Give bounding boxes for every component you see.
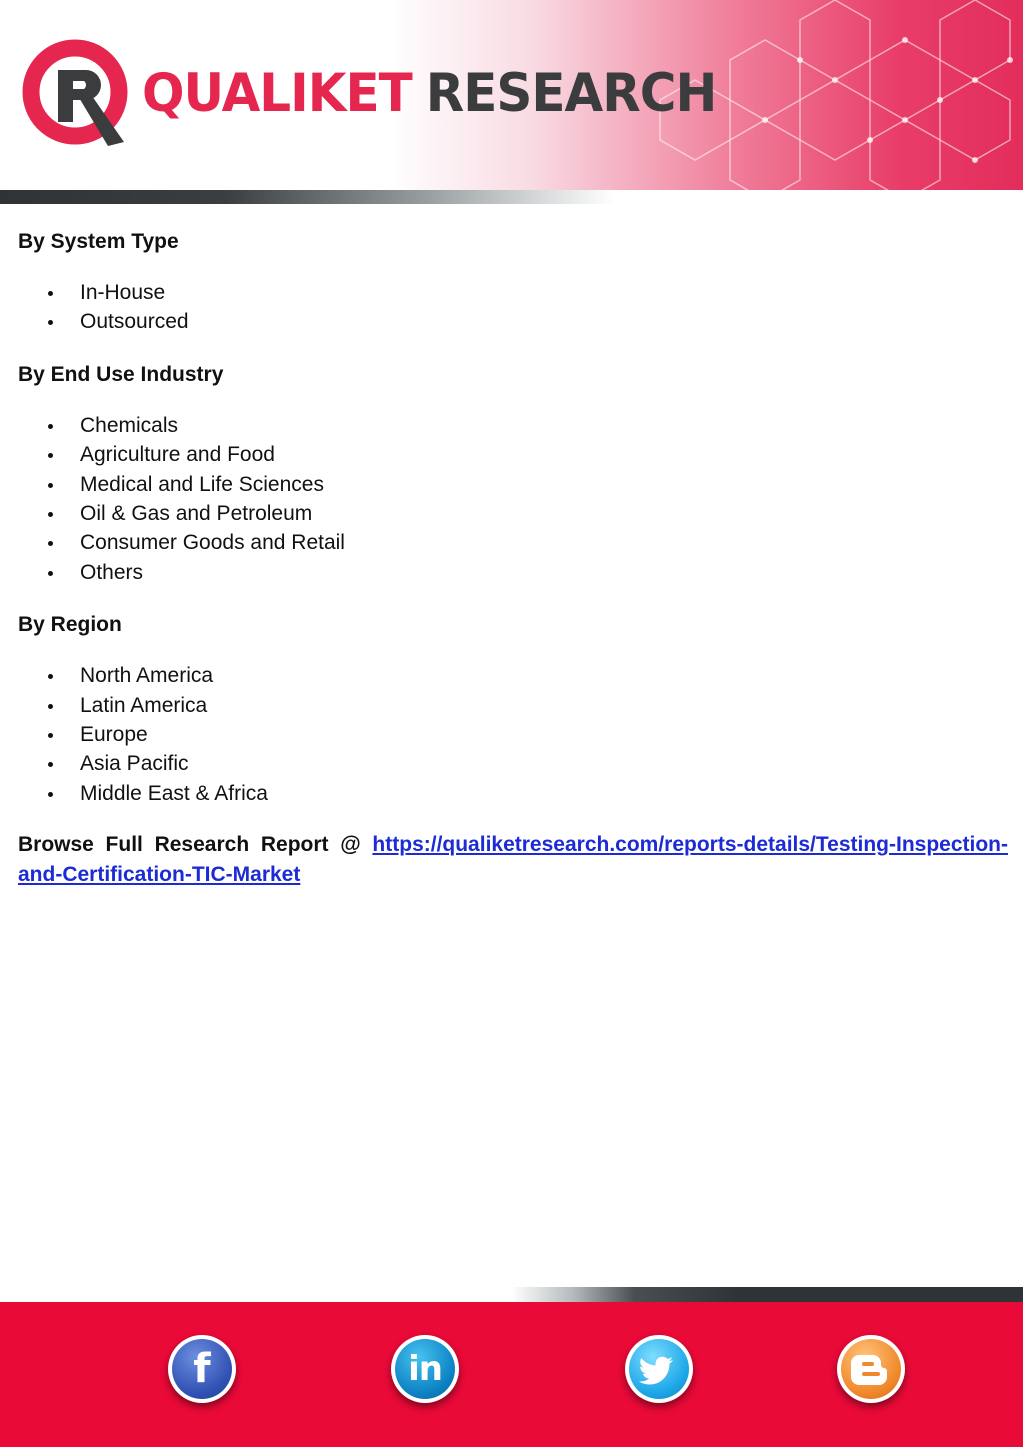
browse-report-paragraph xyxy=(18,830,1008,889)
list-item-label: Agriculture and Food xyxy=(80,443,275,467)
end-use-list xyxy=(18,411,1008,587)
list-item-label: Chemicals xyxy=(80,413,179,437)
bullet-icon xyxy=(48,541,53,546)
browse-label: Browse Full Research Report @ xyxy=(18,833,361,857)
blogger-button[interactable] xyxy=(837,1335,905,1403)
list-item xyxy=(18,720,1008,749)
bullet-icon xyxy=(48,674,53,679)
region-list xyxy=(18,661,1008,808)
list-item-label: Outsourced xyxy=(80,310,189,334)
section-heading-system-type: By System Type xyxy=(18,230,179,253)
twitter-button[interactable] xyxy=(625,1335,693,1403)
list-item xyxy=(18,499,1008,528)
list-item-label: Others xyxy=(80,560,144,584)
report-link[interactable]: https://qualiketresearch.com/reports-details/Testing-Inspection-and-Certification-TIC-Market xyxy=(18,833,1008,886)
bullet-icon xyxy=(48,512,53,517)
brand-name xyxy=(142,56,716,130)
twitter-icon xyxy=(629,1339,689,1399)
list-item xyxy=(18,411,1008,440)
list-item xyxy=(18,278,1008,307)
list-item xyxy=(18,470,1008,499)
facebook-icon: f xyxy=(172,1339,232,1399)
list-item xyxy=(18,440,1008,469)
list-item xyxy=(18,661,1008,690)
facebook-button[interactable] xyxy=(168,1335,236,1403)
list-item xyxy=(18,779,1008,808)
bullet-icon xyxy=(48,453,53,458)
list-item xyxy=(18,558,1008,587)
list-item-label: Asia Pacific xyxy=(80,752,189,776)
bullet-icon xyxy=(48,320,53,325)
linkedin-icon: in xyxy=(395,1339,455,1399)
brand-word-qualiket: QUALIKET xyxy=(142,62,412,124)
footer-divider xyxy=(0,1287,1023,1302)
list-item-label: In-House xyxy=(80,281,166,304)
bullet-icon xyxy=(48,704,53,709)
list-item-label: Latin America xyxy=(80,693,208,717)
bullet-icon xyxy=(48,291,53,296)
header-divider xyxy=(0,190,1023,204)
list-item xyxy=(18,307,1008,336)
bullet-icon xyxy=(48,792,53,797)
bullet-icon xyxy=(48,483,53,488)
list-item-label: Medical and Life Sciences xyxy=(80,472,324,496)
system-type-list xyxy=(18,278,1008,337)
list-item xyxy=(18,749,1008,778)
qr-logo-icon xyxy=(20,34,135,149)
bullet-icon xyxy=(48,733,53,738)
brand-word-research: RESEARCH xyxy=(425,62,717,124)
list-item-label: North America xyxy=(80,664,214,688)
bullet-icon xyxy=(48,424,53,429)
list-item xyxy=(18,528,1008,557)
header-banner xyxy=(0,0,1023,190)
list-item-label: Consumer Goods and Retail xyxy=(80,531,345,555)
linkedin-button[interactable] xyxy=(391,1335,459,1403)
list-item-label: Oil & Gas and Petroleum xyxy=(80,501,313,525)
report-content xyxy=(18,226,1008,889)
bullet-icon xyxy=(48,762,53,767)
list-item xyxy=(18,691,1008,720)
list-item-label: Europe xyxy=(80,722,148,746)
bullet-icon xyxy=(48,571,53,576)
section-heading-end-use: By End Use Industry xyxy=(18,362,224,386)
footer-bar xyxy=(0,1302,1023,1447)
section-heading-region: By Region xyxy=(18,613,122,637)
blogger-icon xyxy=(841,1339,901,1399)
list-item-label: Middle East & Africa xyxy=(80,781,268,805)
